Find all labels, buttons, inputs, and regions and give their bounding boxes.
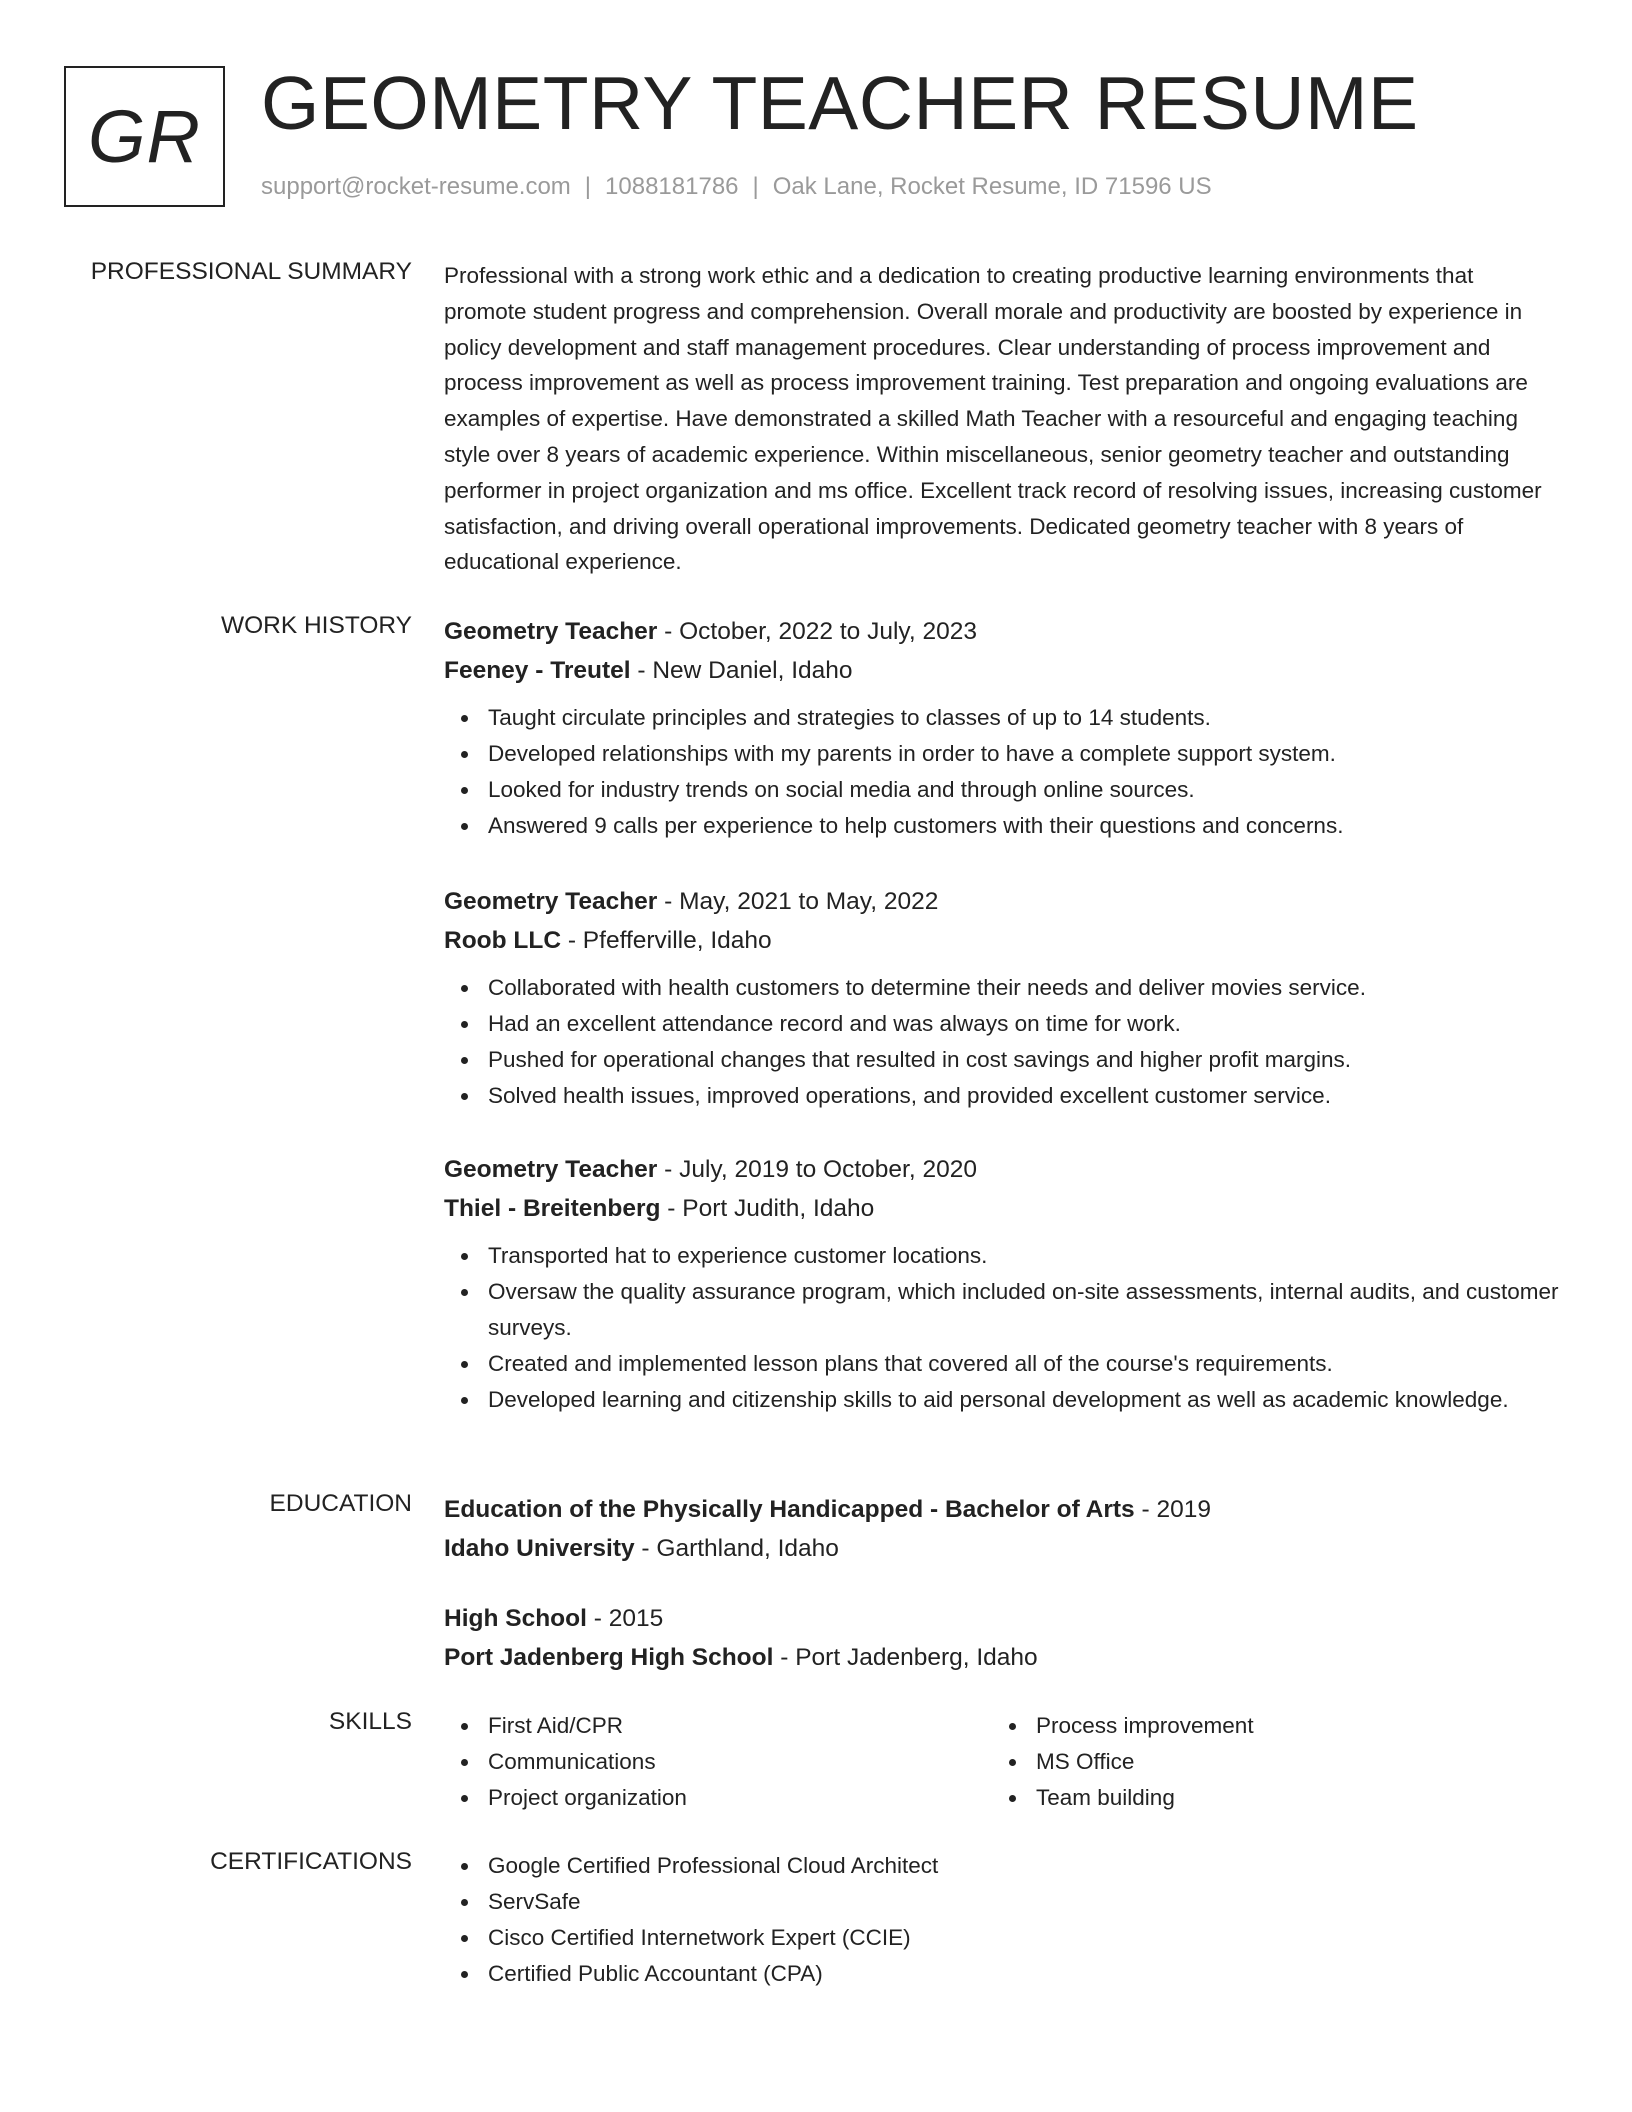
- job-bullet: Developed relationships with my parents in order to have a complete support system.: [444, 736, 1562, 772]
- monogram-badge: GR: [64, 66, 225, 207]
- contact-email[interactable]: support@rocket-resume.com: [261, 173, 571, 200]
- certification-item: ServSafe: [444, 1884, 1562, 1920]
- job-bullet: Solved health issues, improved operations, and provided excellent customer service.: [444, 1078, 1562, 1114]
- education-entry: [444, 1599, 1562, 1677]
- job-company-line: [444, 1189, 1562, 1228]
- job-bullets: [444, 970, 1562, 1114]
- job-bullet: Created and implemented lesson plans that covered all of the course's requirements.: [444, 1346, 1562, 1382]
- job-bullet: Oversaw the quality assurance program, which included on-site assessments, internal audits, and customer surveys.: [444, 1274, 1562, 1346]
- skill-item: Project organization: [444, 1780, 992, 1816]
- job-dates: - July, 2019 to October, 2020: [657, 1156, 977, 1183]
- certifications-body: [444, 1848, 1562, 1992]
- education-school: Port Jadenberg High School: [444, 1644, 774, 1671]
- job-entry: [444, 612, 1562, 844]
- resume-header: [64, 61, 1564, 216]
- summary-body: [444, 258, 1562, 580]
- skills-column-right: [992, 1708, 1540, 1816]
- job-entry: [444, 1150, 1562, 1418]
- education-location: - Port Jadenberg, Idaho: [773, 1644, 1038, 1671]
- contact-separator: |: [752, 173, 759, 200]
- education-year: - 2015: [586, 1605, 664, 1632]
- job-title-line: [444, 612, 1562, 651]
- education-degree-line: [444, 1599, 1562, 1638]
- education-location: - Garthland, Idaho: [634, 1535, 839, 1562]
- skills-column-left: [444, 1708, 992, 1816]
- job-entry: [444, 882, 1562, 1114]
- job-company-line: [444, 651, 1562, 690]
- work-history-heading: WORK HISTORY: [220, 612, 412, 639]
- skill-item: MS Office: [992, 1744, 1540, 1780]
- job-bullets: [444, 700, 1562, 844]
- job-title-line: [444, 882, 1562, 921]
- contact-line: [261, 173, 1212, 201]
- job-location: - Pfefferville, Idaho: [561, 927, 772, 954]
- certifications-list: [444, 1848, 1562, 1992]
- job-bullet: Developed learning and citizenship skills to aid personal development as well as academic knowledge.: [444, 1382, 1562, 1418]
- education-school-line: [444, 1638, 1562, 1677]
- job-bullet: Taught circulate principles and strategies to classes of up to 14 students.: [444, 700, 1562, 736]
- job-company: Feeney - Treutel: [444, 657, 631, 684]
- job-dates: - May, 2021 to May, 2022: [657, 888, 939, 915]
- resume-title: GEOMETRY TEACHER RESUME: [261, 61, 1419, 145]
- certification-item: Google Certified Professional Cloud Architect: [444, 1848, 1562, 1884]
- job-location: - Port Judith, Idaho: [660, 1195, 875, 1222]
- skills-heading: SKILLS: [328, 1708, 412, 1735]
- skill-item: Process improvement: [992, 1708, 1540, 1744]
- skills-body: [444, 1708, 1562, 1816]
- job-bullets: [444, 1238, 1562, 1418]
- job-title: Geometry Teacher: [444, 1156, 658, 1183]
- education-degree-line: [444, 1490, 1562, 1529]
- job-bullet: Had an excellent attendance record and was always on time for work.: [444, 1006, 1562, 1042]
- education-entry: [444, 1490, 1562, 1568]
- skill-item: First Aid/CPR: [444, 1708, 992, 1744]
- education-degree: High School: [444, 1605, 587, 1632]
- education-heading: EDUCATION: [269, 1490, 412, 1517]
- contact-phone: 1088181786: [605, 173, 739, 200]
- skill-item: Communications: [444, 1744, 992, 1780]
- job-bullet: Pushed for operational changes that resulted in cost savings and higher profit margins.: [444, 1042, 1562, 1078]
- certification-item: Certified Public Accountant (CPA): [444, 1956, 1562, 1992]
- summary-text: Professional with a strong work ethic and a dedication to creating productive learning environments that promote student progress and comprehension. Overall morale and productivity are boosted by experience in policy development and staff management procedures. Clear understanding of process improvement and process improvement as well as process improvement training. Test preparation and ongoing evaluations are examples of expertise. Have demonstrated a skilled Math Teacher with a resourceful and engaging teaching style over 8 years of academic experience. Within miscellaneous, senior geometry teacher and outstanding performer in project organization and ms office. Excellent track record of resolving issues, increasing customer satisfaction, and driving overall operational improvements. Dedicated geometry teacher with 8 years of educational experience.: [444, 263, 1542, 575]
- certification-item: Cisco Certified Internetwork Expert (CCIE): [444, 1920, 1562, 1956]
- job-title-line: [444, 1150, 1562, 1189]
- skills-grid: [444, 1708, 1562, 1816]
- job-company: Thiel - Breitenberg: [444, 1195, 661, 1222]
- job-dates: - October, 2022 to July, 2023: [657, 618, 977, 645]
- summary-heading: PROFESSIONAL SUMMARY: [90, 258, 412, 285]
- job-bullet: Answered 9 calls per experience to help customers with their questions and concerns.: [444, 808, 1562, 844]
- job-title: Geometry Teacher: [444, 618, 658, 645]
- education-degree: Education of the Physically Handicapped - Bachelor of Arts: [444, 1496, 1135, 1523]
- education-school: Idaho University: [444, 1535, 635, 1562]
- contact-address: Oak Lane, Rocket Resume, ID 71596 US: [772, 173, 1212, 200]
- job-title: Geometry Teacher: [444, 888, 658, 915]
- job-bullet: Transported hat to experience customer locations.: [444, 1238, 1562, 1274]
- job-company: Roob LLC: [444, 927, 562, 954]
- certifications-heading: CERTIFICATIONS: [210, 1848, 412, 1875]
- job-location: - New Daniel, Idaho: [630, 657, 853, 684]
- skill-item: Team building: [992, 1780, 1540, 1816]
- education-year: - 2019: [1134, 1496, 1211, 1523]
- job-bullet: Collaborated with health customers to determine their needs and deliver movies service.: [444, 970, 1562, 1006]
- job-company-line: [444, 921, 1562, 960]
- job-bullet: Looked for industry trends on social media and through online sources.: [444, 772, 1562, 808]
- contact-separator: |: [584, 173, 592, 200]
- education-school-line: [444, 1529, 1562, 1568]
